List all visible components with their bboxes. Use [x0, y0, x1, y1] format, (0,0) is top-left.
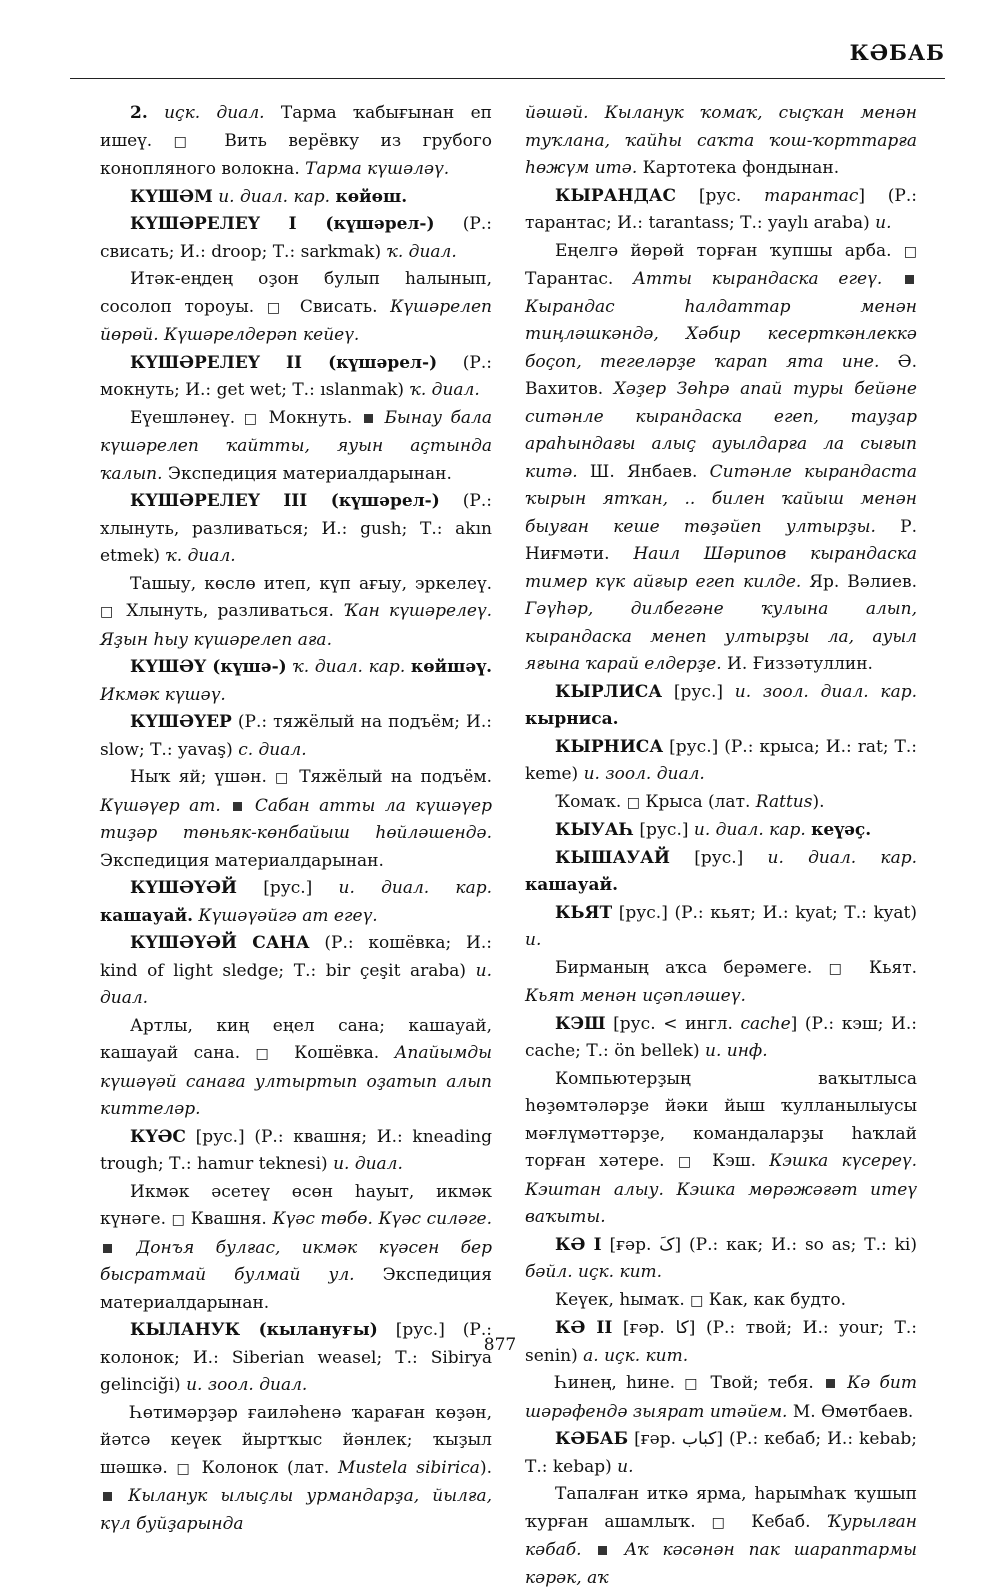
dictionary-paragraph: Артлы, киң еңел сана; кашауай, кашауай сана. □ Кошёвка. Апайымды күшәүәй санаға ултыртып оҙатып алып киттеләр.: [100, 1015, 492, 1119]
example-marker-icon: [233, 802, 242, 811]
example-marker-icon: [905, 275, 914, 284]
dictionary-paragraph: КҮШӘҮЕР (Р.: тяжёлый на подъём; И.: slow; Т.: yavaş) с. диал.: [100, 712, 492, 760]
dictionary-paragraph: КЫРАНДАС [рус. тарантас] (Р.: тарантас; И.: tarantass; Т.: yaylı araba) и.: [525, 185, 917, 233]
dictionary-paragraph: КЭШ [рус. < ингл. cache] (Р.: кэш; И.: cache; Т.: ön bellek) и. инф.: [525, 1013, 917, 1061]
running-head: КӘБАБ: [849, 40, 945, 65]
dictionary-paragraph: КӘБАБ [ғәр. کباب] (Р.: кебаб; И.: kebab; Т.: kebap) и.: [525, 1429, 918, 1477]
dictionary-paragraph: КҮШӘРЕЛЕҮ I (күшәрел-) (Р.: свисать; И.: droop; Т.: sarkmak) ҡ. диал.: [100, 214, 493, 262]
example-marker-icon: [103, 1492, 112, 1501]
dictionary-paragraph: КЫШАУАЙ [рус.] и. диал. кар. кашауай.: [525, 847, 917, 895]
dictionary-paragraph: КҮШӘМ и. диал. кар. көйөш.: [130, 186, 408, 207]
example-marker-icon: [364, 414, 373, 423]
dictionary-paragraph: Еңелгә йөрөй торған ҡупшы арба. □ Тарантас. Атты кырандаска егеү. Кырандас һалдаттар менән тиңләшкәндә, Хәбир кесерткәнлеккә боҫоп, тегеләрҙе ҡарап ята ине. Ә. Вахитов. Хәҙер Зөһрә апай туры бейәне ситәнле кырандаска егеп, тауҙар араһындағы алыҫ ауылдарға ла сығып китә. Ш. Янбаев. Ситәнле кырандаста ҡырын ятҡан, .. билен ҡайыш менән быуған кеше төҙәйеп ултырҙы. Р. Ниғмәти. Наил Шәрипов кырандаска тимер күк айғыр егеп килде. Яр. Вәлиев. Гәүһәр, дилбегәне ҡулына алып, кырандаска менеп ултырҙы ла, ауыл яғына ҡарай елдерҙе. И. Ғиззәтуллин.: [525, 240, 917, 674]
dictionary-paragraph: Еүешләнеү. □ Мокнуть. Бынау бала күшәрелеп ҡайтты, яуын аҫтында ҡалып. Экспедиция материалдарынан.: [100, 407, 492, 484]
dictionary-paragraph: йәшәй. Кыланук ҡомаҡ, сыҫҡан менән туҡлана, ҡайһы саҡта ҡош-ҡорттарға һөжүм итә. Картотека фондынан.: [525, 103, 917, 178]
dictionary-paragraph: КЬЯТ [рус.] (Р.: кьят; И.: kyat; Т.: kyat) и.: [525, 902, 917, 950]
dictionary-paragraph: Компьютерҙың ваҡытлыса һөҙөмтәләрҙе йәки йыш ҡулланылыусы мәғлүмәттәрҙе, командаларҙы һаҡлай торған хәтере. □ Кэш. Кэшка күсереү. Кэштан алыу. Кэшка мөрәжәғәт итеү ваҡыты.: [525, 1068, 918, 1227]
dictionary-paragraph: КҮШӘҮӘЙ САНА (Р.: кошёвка; И.: kind of light sledge; Т.: bir çeşit araba) и. диал.: [100, 933, 492, 1008]
dictionary-paragraph: КҮШӘҮӘЙ [рус.] и. диал. кар. кашауай. Күшәүәйгә ат егеү.: [100, 878, 492, 926]
dictionary-paragraph: КҮШӘРЕЛЕҮ III (күшәрел-) (Р.: хлынуть, разливаться; И.: gush; Т.: akın etmek) ҡ. диал.: [100, 491, 492, 566]
dictionary-paragraph: Икмәк әсетеү өсөн һауыт, икмәк күнәге. □ Квашня. Күәс төбө. Күәс силәге. Донъя булғас, икмәк күәсен бер бысратмай булмай ул. Экспедиция материалдарынан.: [100, 1181, 493, 1313]
example-marker-icon: [103, 1244, 112, 1253]
dictionary-paragraph: Бирманың аҡса берәмеге. □ Кьят. Кьят менән иҫәпләшеү.: [525, 957, 917, 1006]
dictionary-paragraph: Ныҡ яй; үшән. □ Тяжёлый на подъём. Күшәүер ат. Сабан атты ла күшәүер тиҙәр төньяк-көнбайыш һөйләшендә. Экспедиция материалдарынан.: [100, 767, 493, 871]
example-marker-icon: [598, 1546, 607, 1555]
dictionary-paragraph: КЫУАҺ [рус.] и. диал. кар. кеүәҫ.: [555, 820, 872, 840]
dictionary-paragraph: КЫРЛИСА [рус.] и. зоол. диал. кар. кырниса.: [525, 681, 917, 729]
right-column: [525, 100, 917, 1592]
dictionary-paragraph: КҮШӘҮ (күшә-) ҡ. диал. кар. көйшәү. Икмәк күшәү.: [100, 657, 493, 705]
dictionary-paragraph: Һинең, һине. □ Твой; тебя. Кә бит шәрәфендә зыярат итәйем. М. Өмөтбаев.: [525, 1373, 917, 1422]
page-header: [70, 40, 945, 79]
dictionary-paragraph: Кеүек, һымаҡ. □ Как, как будто.: [555, 1289, 847, 1310]
example-marker-icon: [826, 1379, 835, 1388]
dictionary-paragraph: 2. иҫк. диал. Тарма ҡабығынан еп ишеү. □ Вить верёвку из грубого конопляного волокна. Тарма күшәләү.: [100, 103, 492, 179]
page-number: 877: [483, 1335, 517, 1355]
dictionary-paragraph: КӘ I [ғәр. کَ] (Р.: как; И.: so as; Т.: ki) бәйл. иҫк. кит.: [525, 1234, 917, 1282]
dictionary-paragraph: КЫЛАНУК (кылануғы) [рус.] (Р.: колонок; И.: Siberian weasel; Т.: Sibirya gelinciği) и. зоол. диал.: [100, 1320, 493, 1395]
dictionary-paragraph: Ҡомаҡ. □ Крыса (лат. Rattus).: [555, 791, 825, 812]
dictionary-paragraph: Тапалған иткә ярма, һарымһаҡ ҡушып ҡурған ашамлыҡ. □ Кебаб. Ҡурылған кәбаб. Аҡ кәсәнән пак шараптармы кәрәк, аҡ: [525, 1484, 918, 1588]
left-column: [100, 100, 492, 1538]
dictionary-paragraph: Итәк-еңдең оҙон булып һалынып, сосолоп тороуы. □ Свисать. Күшәрелеп йөрөй. Күшәрелдерәп кейеү.: [100, 269, 492, 345]
dictionary-paragraph: Һөтимәрҙәр ғаиләһенә ҡараған көҙән, йәтсә кеүек йыртҡыс йәнлек; ҡыҙыл шәшкә. □ Колонок (лат. Mustela sibirica). Кыланук ылыҫлы урмандарҙа, йылға, күл буйҙарында: [100, 1402, 492, 1534]
dictionary-paragraph: КЫРНИСА [рус.] (Р.: крыса; И.: rat; Т.: keme) и. зоол. диал.: [525, 736, 917, 784]
dictionary-paragraph: Ташыу, көслө итеп, күп ағыу, эркелеү. □ Хлынуть, разливаться. Ҡан күшәрелеү. Яҙын һыу күшәрелеп аға.: [100, 573, 493, 650]
dictionary-paragraph: КҮШӘРЕЛЕҮ II (күшәрел-) (Р.: мокнуть; И.: get wet; Т.: ıslanmak) ҡ. диал.: [100, 352, 492, 400]
dictionary-paragraph: КҮӘС [рус.] (Р.: квашня; И.: kneading trough; Т.: hamur teknesi) и. диал.: [100, 1126, 492, 1174]
dictionary-paragraph: КӘ II [ғәр. کا] (Р.: твой; И.: your; Т.: senin) а. иҫк. кит.: [525, 1318, 917, 1366]
